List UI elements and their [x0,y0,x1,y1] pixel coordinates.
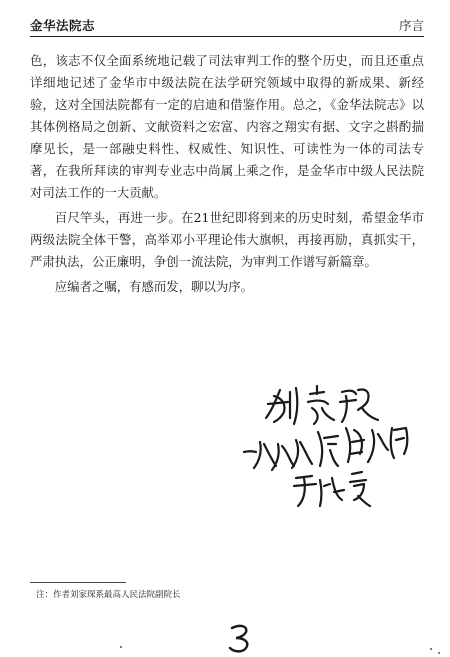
page-number-glyph [224,620,264,656]
footnote-separator [30,582,126,583]
signature-image [238,382,438,512]
scan-speck [438,652,440,654]
page-number [224,620,264,656]
scan-speck [430,648,432,650]
body-text [30,50,424,301]
paragraph-closing: 应编者之嘱，有感而发，聊以为序。 [54,279,254,294]
handwritten-signature [238,382,438,512]
running-header [30,14,424,37]
paragraph-continuation: 色，该志不仅全面系统地记载了司法审判工作的整个历史，而且还重点详细地记述了金华市中级法院在法学研究领域中取得的新成果、新经验，这对全国法院都有一定的启迪和借鉴作用。总之，《金华法院志》以其体例格局之创新、文献资料之宏富、内容之翔实有据、文字之斟酌揣摩见长，是一部融史料性、权威性、知识性、可读性为一体的司法专著，在我所拜读的审判专业志中尚属上乘之作，是金华市中级人民法院对司法工作的一大贡献。 [30,53,424,200]
scan-speck [120,646,122,648]
paragraph-hope: 百尺竿头，再进一步。在21世纪即将到来的历史时刻，希望金华市两级法院全体干警，高举邓小平理论伟大旗帜，再接再励，真抓实干，严肃执法，公正廉明，争创一流法院，为审判工作谱写新篇章。 [30,210,424,269]
footnote: 注：作者刘家琛系最高人民法院副院长 [36,590,181,600]
header-book-title: 金华法院志 [30,18,96,33]
header-section-title: 序言 [398,18,424,33]
